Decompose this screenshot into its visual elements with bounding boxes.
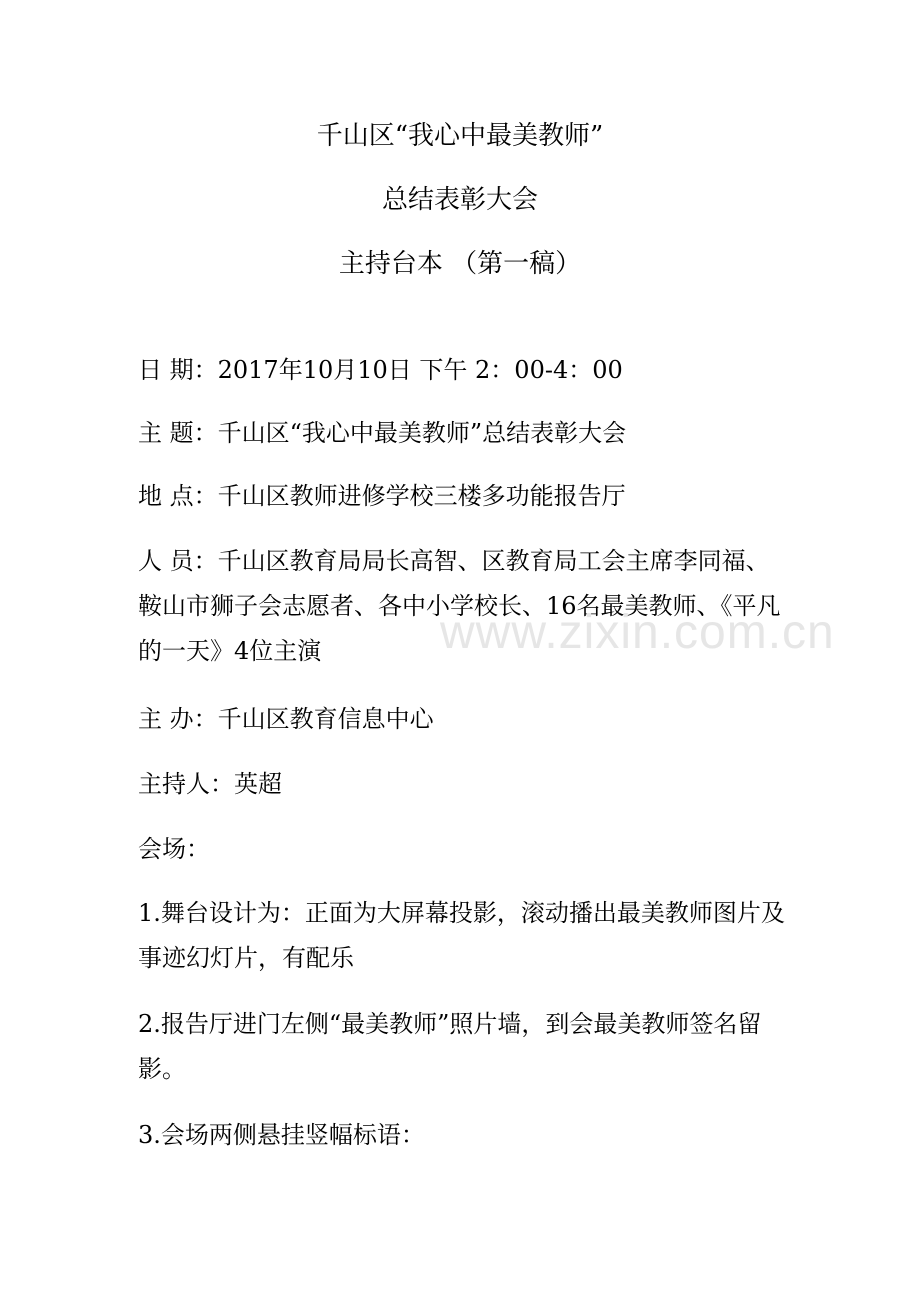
attendees-paragraph: 人 员：千山区教育局局长高智、区教育局工会主席李同福、鞍山市狮子会志愿者、各中小学校长、16名最美教师、《平凡的一天》4位主演 — [138, 547, 781, 665]
host-paragraph: 主持人：英超 — [138, 770, 282, 798]
title-line-2: 总结表彰大会 — [381, 185, 538, 215]
location-paragraph: 地 点：千山区教师进修学校三楼多功能报告厅 — [138, 482, 626, 510]
venue-heading: 会场： — [138, 835, 210, 863]
watermark: www.zixin.com.cn — [440, 606, 835, 659]
date-paragraph: 日 期：2017年10月10日 下午 2：00-4：00 — [138, 356, 623, 384]
theme-paragraph: 主 题：千山区“我心中最美教师”总结表彰大会 — [138, 419, 627, 447]
title-line-3: 主持台本 （第一稿） — [338, 249, 582, 279]
venue-item-2: 2.报告厅进门左侧“最美教师”照片墙，到会最美教师签名留影。 — [138, 1010, 762, 1083]
venue-item-3: 3.会场两侧悬挂竖幅标语： — [138, 1121, 425, 1149]
organizer-paragraph: 主 办：千山区教育信息中心 — [138, 705, 434, 733]
venue-item-1: 1.舞台设计为：正面为大屏幕投影，滚动播出最美教师图片及事迹幻灯片，有配乐 — [138, 899, 785, 972]
title-line-1: 千山区“我心中最美教师” — [316, 121, 604, 151]
